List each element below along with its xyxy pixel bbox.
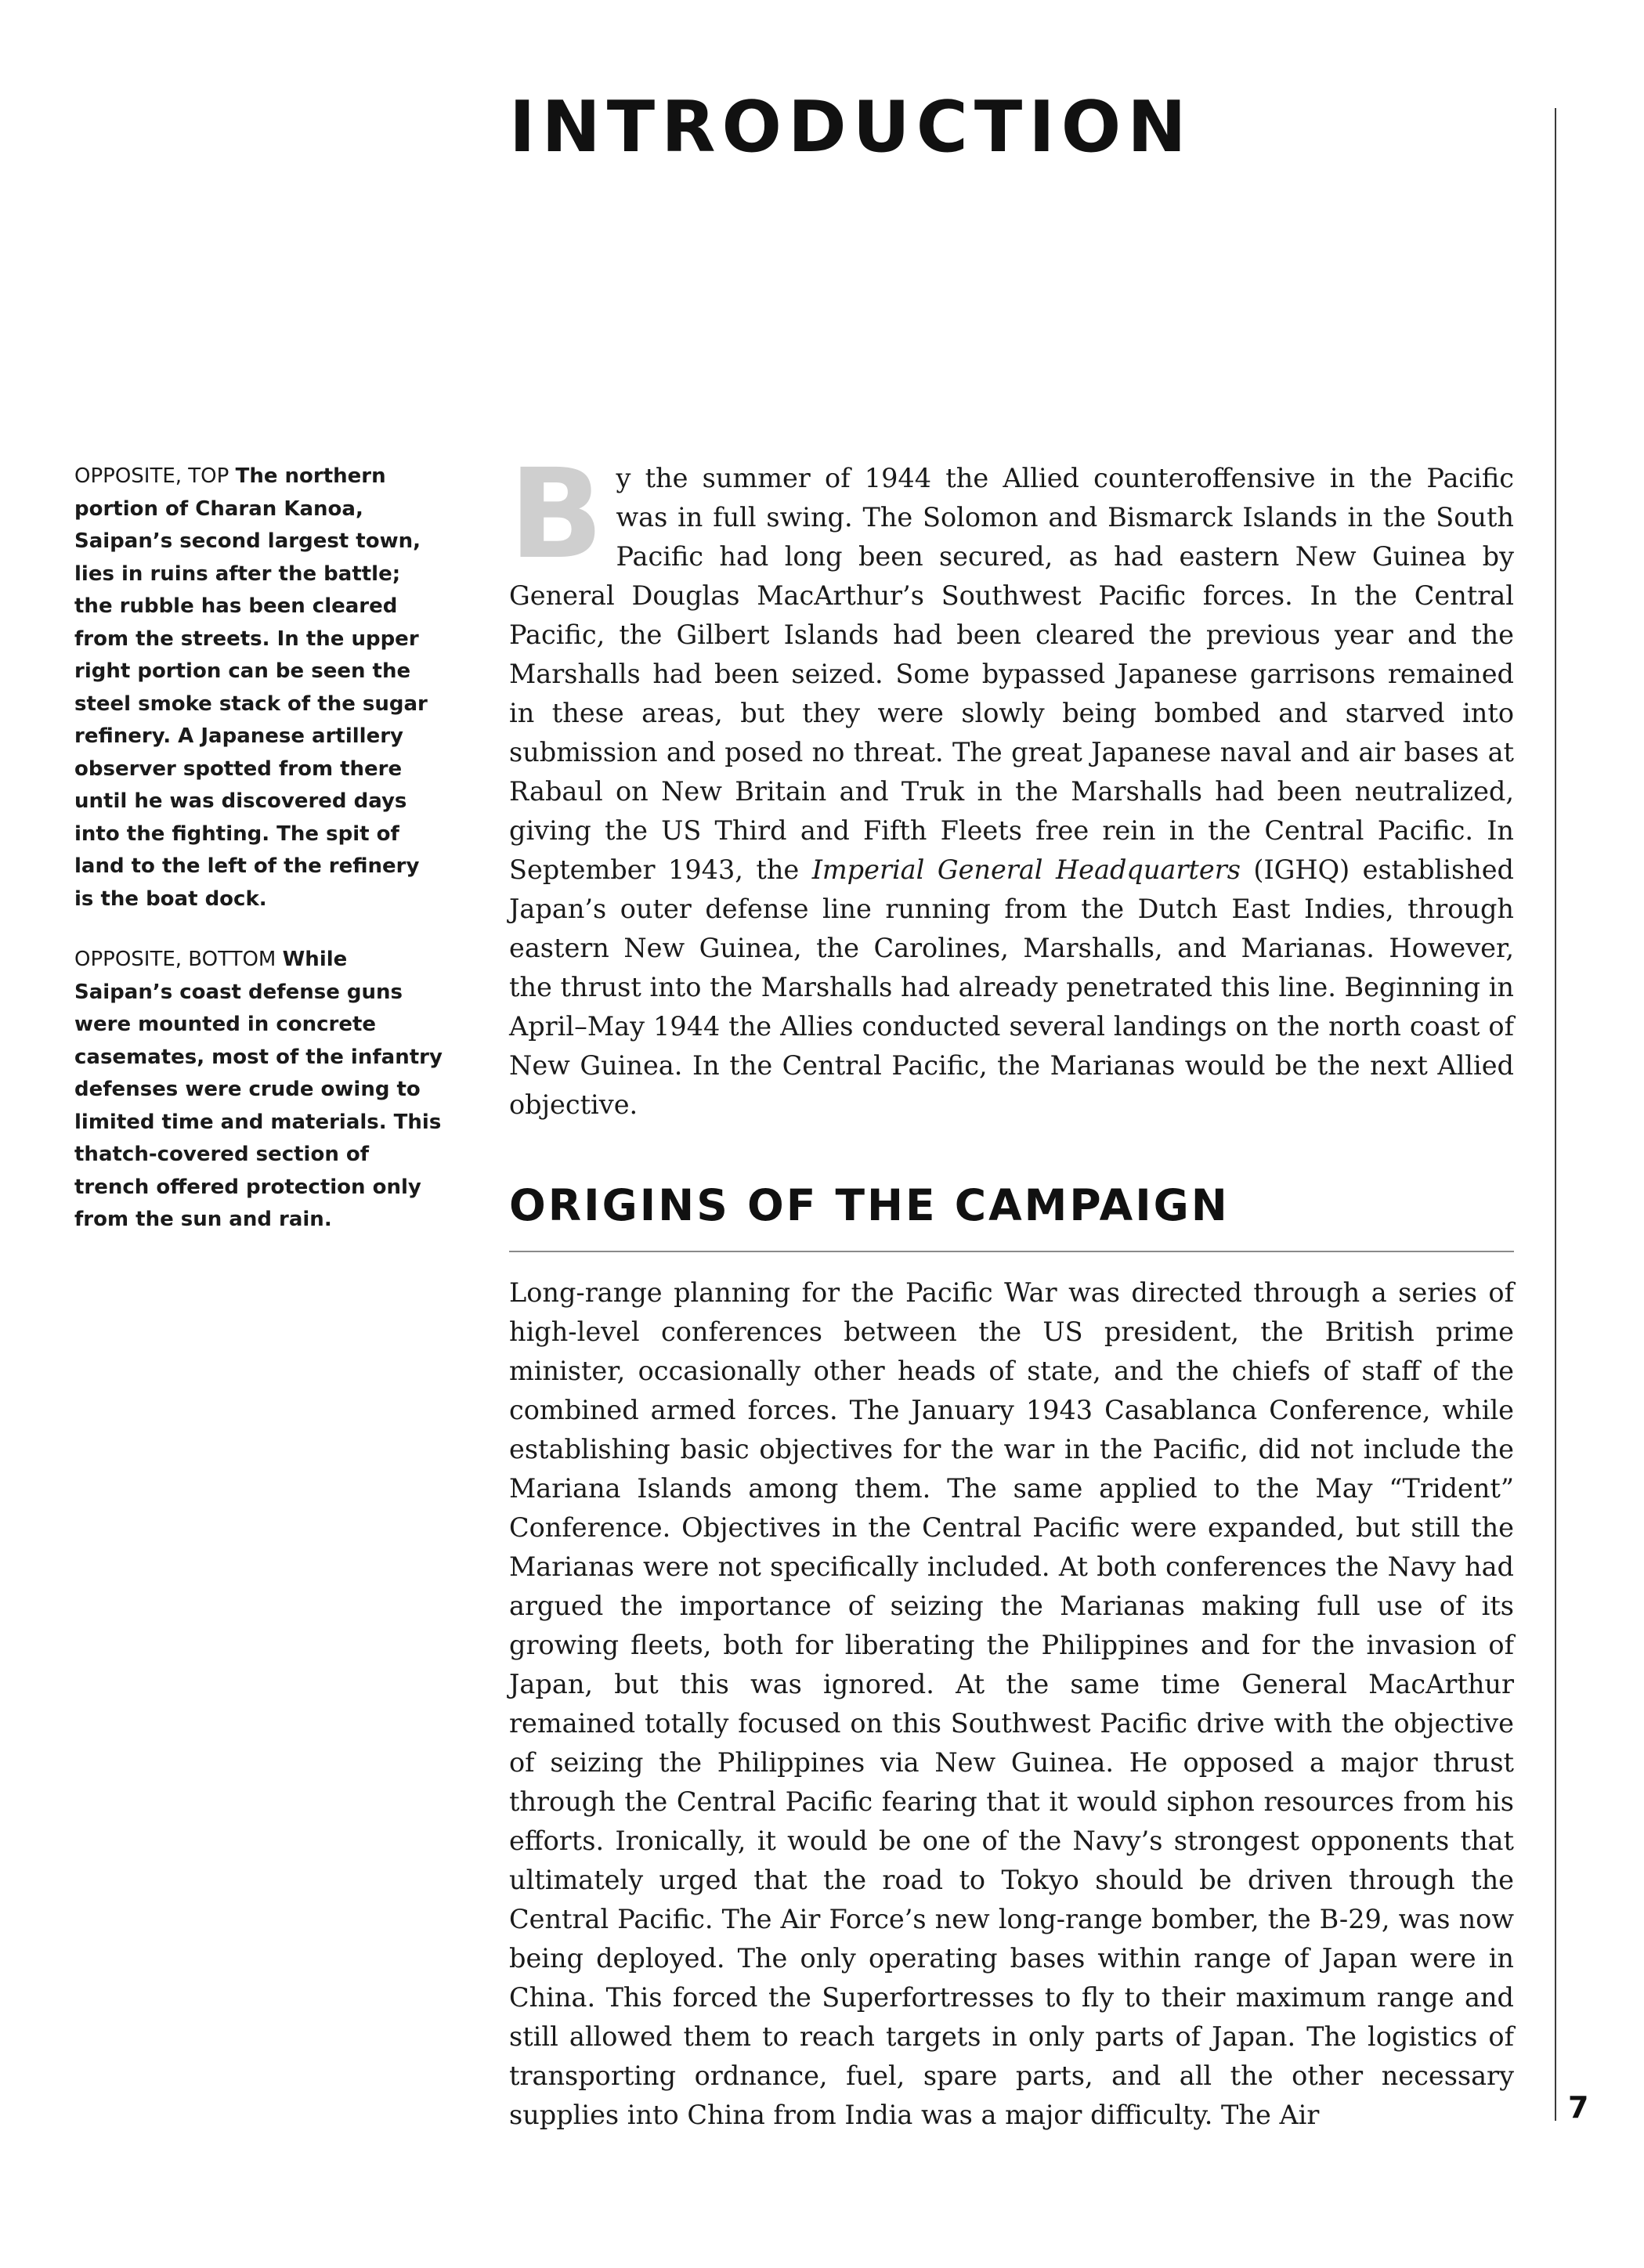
- origins-paragraph: Long-range planning for the Pacific War was directed through a series of high-level conferences between the US president, the British prime minister, occasionally other heads of state, and the chiefs of staff of the combined armed forces. The January 1943 Casablanca Conference, while establishing basic objectives for the war in the Pacific, did not include the Mariana Islands among them. The same applied to the May “Trident” Conference. Objectives in the Central Pacific were expanded, but still the Marianas were not specifically included. At both conferences the Navy had argued the importance of seizing the Marianas making full use of its growing fleets, both for liberating the Philippines and for the invasion of Japan, but this was ignored. At the same time General MacArthur remained totally focused on this Southwest Pacific drive with the objective of seizing the Philippines via New Guinea. He opposed a major thrust through the Central Pacific fearing that it would siphon resources from his efforts. Ironically, it would be one of the Navy’s strongest opponents that ultimately urged that the road to Tokyo should be driven through the Central Pacific. The Air Force’s new long-range bomber, the B-29, was now being deployed. The only operating bases within range of Japan were in China. This forced the Superfortresses to fly to their maximum range and still allowed them to reach targets in only parts of Japan. The logistics of transporting ordnance, fuel, spare parts, and all the other necessary supplies into China from India was a major difficulty. The Air: [509, 1277, 1514, 2130]
- caption-label: OPPOSITE, BOTTOM: [74, 948, 276, 971]
- caption-text: While Saipan’s coast defense guns were mounted in concrete casemates, most of the infantry defenses were crude owing to limited time and materials. This thatch-covered section of trench offered protection only from the sun and rain.: [74, 948, 443, 1231]
- intro-text-part1: y the summer of 1944 the Allied counteroffensive in the Pacific was in full swing. The Solomon and Bismarck Islands in the South Pacific had long been secured, as had eastern New Guinea by General Douglas MacArthur’s Southwest Pacific forces. In the Central Pacific, the Gilbert Islands had been cleared the previous year and the Marshalls had been seized. Some bypassed Japanese garrisons remained in these areas, but they were slowly being bombed and starved into submission and posed no threat. The great Japanese naval and air bases at Rabaul on New Britain and Truk in the Marshalls had been neutralized, giving the US Third and Fifth Fleets free rein in the Central Pacific. In September 1943, the: [509, 463, 1514, 885]
- page-title: INTRODUCTION: [509, 86, 1193, 168]
- intro-text-part2: (IGHQ) established Japan’s outer defense line running from the Dutch East Indies, through eastern New Guinea, the Carolines, Marshalls, and Marianas. However, the thrust into the Marshalls had already penetrated this line. Beginning in April–May 1944 the Allies conducted several landings on the north coast of New Guinea. In the Central Pacific, the Marianas would be the next Allied objective.: [509, 854, 1514, 1120]
- caption-label: OPPOSITE, TOP: [74, 464, 229, 488]
- intro-italic-term: Imperial General Headquarters: [811, 854, 1241, 885]
- intro-paragraph: [509, 442, 1514, 1125]
- section-divider: [509, 1251, 1514, 1252]
- section-heading-origins: ORIGINS OF THE CAMPAIGN: [509, 1180, 1230, 1230]
- photo-captions: [74, 460, 443, 1265]
- drop-cap: B: [509, 442, 604, 587]
- vertical-rule: [1555, 108, 1556, 2121]
- caption-text: The northern portion of Charan Kanoa, Saipan’s second largest town, lies in ruins after the battle; the rubble has been cleared from the streets. In the upper right portion can be seen the steel smoke stack of the sugar refinery. A Japanese artillery observer spotted from there until he was discovered days into the fighting. The spit of land to the left of the refinery is the boat dock.: [74, 464, 428, 911]
- caption-opposite-bottom: [74, 944, 443, 1237]
- caption-opposite-top: [74, 460, 443, 916]
- page-number: 7: [1568, 2090, 1589, 2125]
